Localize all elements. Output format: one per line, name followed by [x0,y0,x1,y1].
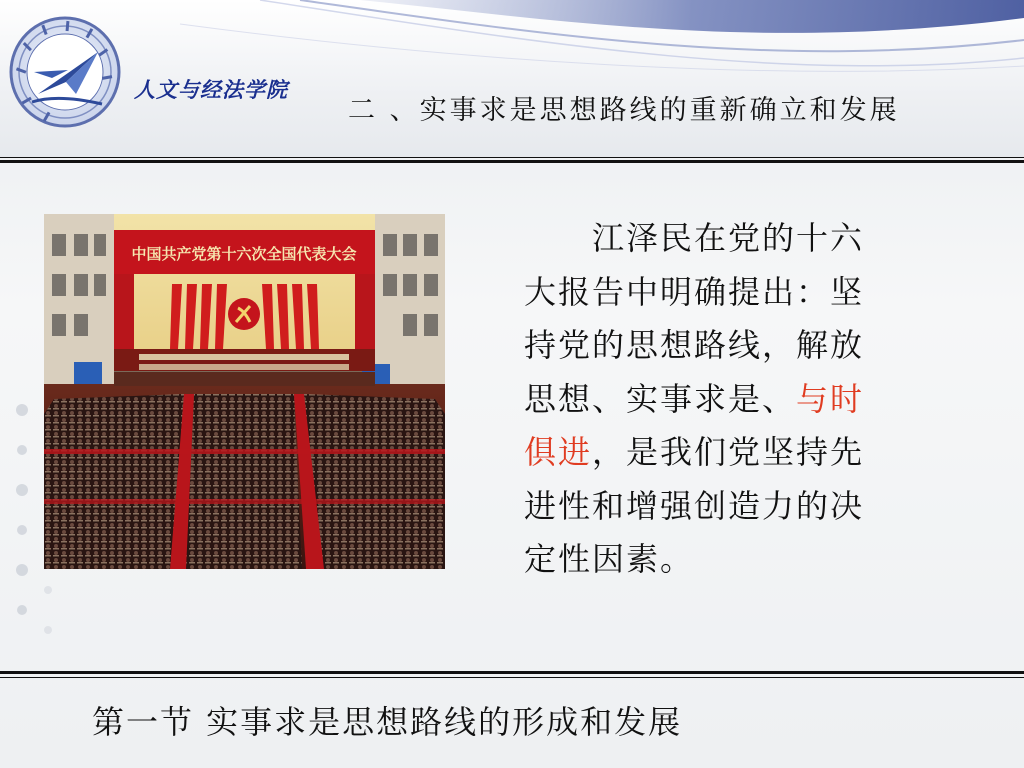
body-line: 大报告中明确提出：坚 [524,272,865,311]
highlight-text: 俱进 [524,433,593,471]
body-line [524,212,924,266]
body-line: 进性和增强创造力的决 [524,486,865,525]
section-title: 二 、实事求是思想路线的重新确立和发展 [348,95,900,126]
body-line [524,426,924,480]
body-line: 定性因素。 [524,540,695,578]
body-line [524,373,924,427]
footer-section-title: 第一节 实事求是思想路线的形成和发展 [92,703,683,741]
body-text-segment: 江泽民在党的十六 [592,219,865,257]
school-name: 人文与经法学院 [134,77,288,102]
footer-divider-thin [0,677,1024,678]
body-line: 持党的思想路线，解放 [524,326,865,364]
banner-text: 中国共产党第十六次全国代表大会 [131,245,357,263]
header-divider-thin [0,157,1024,158]
body-text-segment: ，是我们党坚持先 [592,433,865,471]
body-paragraph [524,212,924,587]
congress-hall-photo [44,214,445,569]
footer-divider [0,671,1024,674]
slide-header [0,0,1024,158]
body-text-segment: 思想、实事求是、 [524,379,797,418]
header-divider [0,160,1024,163]
school-seal-logo [6,12,124,134]
highlight-text: 与时 [796,379,865,418]
